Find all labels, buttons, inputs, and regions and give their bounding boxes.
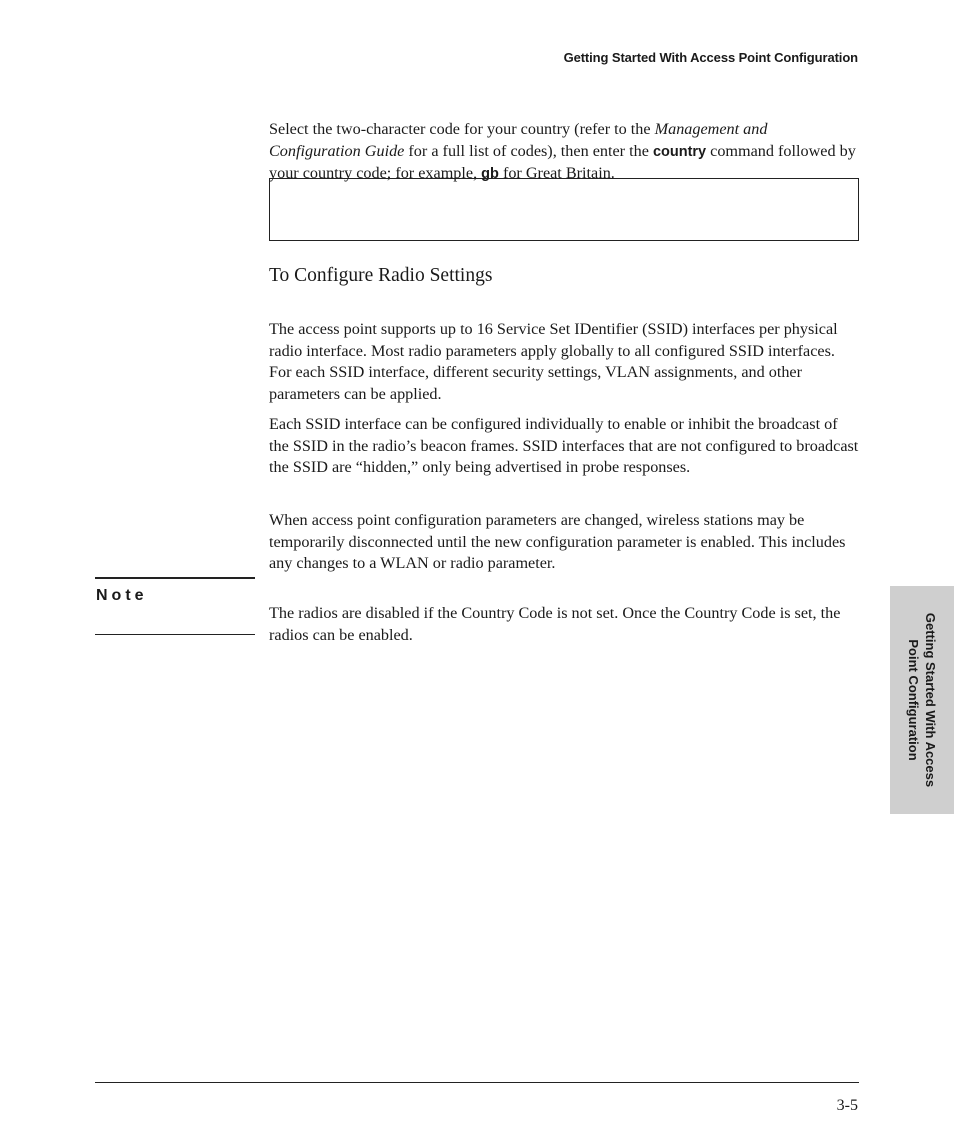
- running-head: Getting Started With Access Point Configuration: [563, 50, 858, 65]
- guide-title: Management and Configuration Guide: [269, 120, 768, 160]
- body-paragraph-config-changes: When access point configuration parameters are changed, wireless stations may be temporarily disconnected until the new configuration parameter is enabled. This includes any changes to a WLAN or radio parameter.: [269, 511, 846, 573]
- chapter-side-tab-label: [905, 586, 939, 814]
- body-paragraph-ssid-broadcast: Each SSID interface can be configured individually to enable or inhibit the broadcast of the SSID in the radio’s beacon frames. SSID interfaces that are not configured to broadcast the SSID are “hidden,” only being advertised in probe responses.: [269, 415, 859, 477]
- command-example-box: [269, 178, 859, 241]
- intro-text-2: for a full list of codes), then enter the: [404, 141, 653, 160]
- side-tab-line-1: Getting Started With Access: [923, 612, 938, 788]
- note-label: Note: [96, 587, 148, 604]
- chapter-side-tab: [890, 586, 954, 814]
- intro-text-3: command followed by your country code; for example,: [269, 141, 856, 183]
- side-tab-line-2: Point Configuration: [906, 639, 921, 761]
- intro-text-1: Select the two-character code for your country (refer to the: [269, 120, 655, 139]
- body-paragraph-ssid-interfaces: The access point supports up to 16 Service Set IDentifier (SSID) interfaces per physical radio interface. Most radio parameters apply globally to all configured SSID interfaces. For each SSID interface, different security settings, VLAN assignments, and other parameters can be applied.: [269, 320, 838, 403]
- example-country-code: gb: [481, 166, 499, 183]
- note-rule-top: [95, 577, 255, 579]
- intro-paragraph: [269, 119, 859, 186]
- section-heading: To Configure Radio Settings: [269, 265, 493, 286]
- footer-rule: [95, 1082, 859, 1083]
- command-keyword: country: [652, 143, 707, 160]
- page-number: 3-5: [836, 1097, 858, 1114]
- note-rule-bottom: [95, 634, 255, 635]
- note-text: The radios are disabled if the Country Code is not set. Once the Country Code is set, the radios can be enabled.: [269, 604, 841, 644]
- intro-text-4: for Great Britain.: [498, 164, 615, 183]
